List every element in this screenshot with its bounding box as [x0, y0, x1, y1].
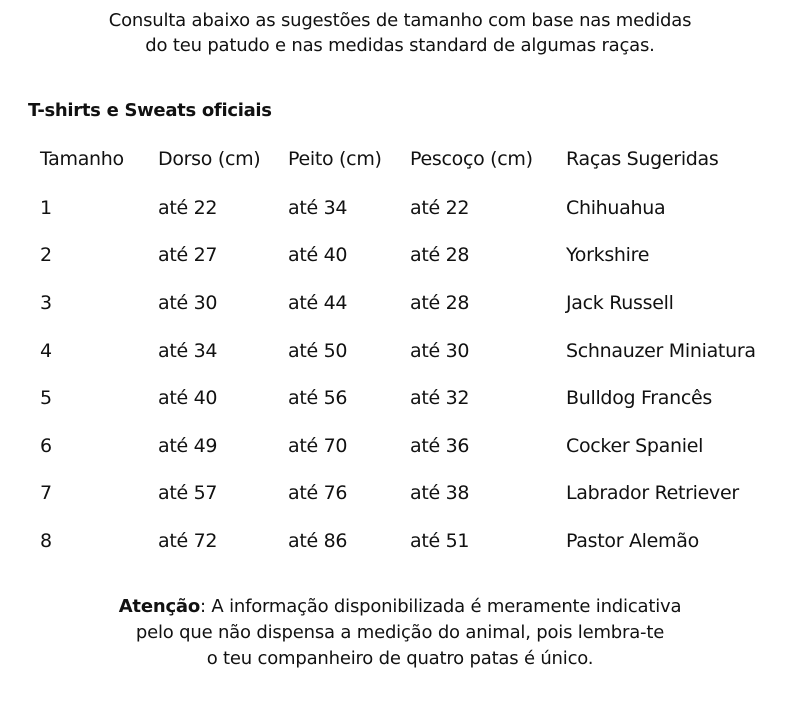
table-row [34, 470, 786, 518]
cell-pescoco: até 32 [410, 387, 470, 410]
size-table [34, 134, 786, 565]
table-row [34, 327, 786, 375]
cell-dorso: até 57 [158, 482, 218, 505]
note-line-3: o teu companheiro de quatro patas é único. [206, 648, 594, 669]
cell-peito: até 70 [288, 434, 348, 457]
section-title: T-shirts e Sweats oficiais [28, 100, 272, 121]
intro-line-2: do teu patudo e nas medidas standard de algumas raças. [145, 35, 655, 56]
cell-raca: Chihuahua [566, 196, 666, 219]
cell-dorso: até 72 [158, 529, 218, 552]
table-row [34, 184, 786, 232]
cell-pescoco: até 51 [410, 529, 470, 552]
cell-raca: Jack Russell [566, 291, 674, 314]
cell-raca: Labrador Retriever [566, 482, 739, 505]
cell-dorso: até 30 [158, 291, 218, 314]
cell-tamanho: 6 [40, 434, 52, 457]
cell-pescoco: até 28 [410, 291, 470, 314]
cell-raca: Pastor Alemão [566, 529, 699, 552]
note-line-1-text: : A informação disponibilizada é meramente indicativa [200, 596, 682, 617]
note-line-1 [0, 594, 800, 620]
cell-raca: Cocker Spaniel [566, 434, 704, 457]
cell-peito: até 50 [288, 339, 348, 362]
cell-dorso: até 27 [158, 244, 218, 267]
intro-line-1: Consulta abaixo as sugestões de tamanho com base nas medidas [108, 10, 692, 31]
cell-dorso: até 22 [158, 196, 218, 219]
cell-peito: até 86 [288, 529, 348, 552]
intro-text [0, 8, 800, 58]
cell-tamanho: 3 [40, 291, 52, 314]
header-peito: Peito (cm) [288, 148, 382, 170]
cell-peito: até 56 [288, 387, 348, 410]
table-header-row [34, 134, 786, 184]
header-tamanho: Tamanho [40, 148, 124, 170]
table-row [34, 422, 786, 470]
cell-dorso: até 49 [158, 434, 218, 457]
cell-raca: Yorkshire [566, 244, 650, 267]
cell-peito: até 76 [288, 482, 348, 505]
cell-tamanho: 4 [40, 339, 52, 362]
cell-tamanho: 1 [40, 196, 52, 219]
cell-tamanho: 5 [40, 387, 52, 410]
cell-tamanho: 8 [40, 529, 52, 552]
cell-pescoco: até 38 [410, 482, 470, 505]
table-row [34, 517, 786, 565]
table-row [34, 279, 786, 327]
attention-note [0, 594, 800, 672]
cell-tamanho: 2 [40, 244, 52, 267]
cell-raca: Bulldog Francês [566, 387, 712, 410]
cell-dorso: até 34 [158, 339, 218, 362]
cell-peito: até 34 [288, 196, 348, 219]
table-row [34, 374, 786, 422]
table-row [34, 232, 786, 280]
cell-pescoco: até 28 [410, 244, 470, 267]
header-dorso: Dorso (cm) [158, 148, 261, 170]
header-racas: Raças Sugeridas [566, 148, 719, 170]
cell-pescoco: até 22 [410, 196, 470, 219]
note-label: Atenção [118, 596, 201, 617]
note-line-2: pelo que não dispensa a medição do animal, pois lembra-te [135, 622, 665, 643]
cell-dorso: até 40 [158, 387, 218, 410]
cell-pescoco: até 36 [410, 434, 470, 457]
cell-tamanho: 7 [40, 482, 52, 505]
cell-raca: Schnauzer Miniatura [566, 339, 756, 362]
cell-peito: até 44 [288, 291, 348, 314]
cell-pescoco: até 30 [410, 339, 470, 362]
cell-peito: até 40 [288, 244, 348, 267]
header-pescoco: Pescoço (cm) [410, 148, 533, 170]
